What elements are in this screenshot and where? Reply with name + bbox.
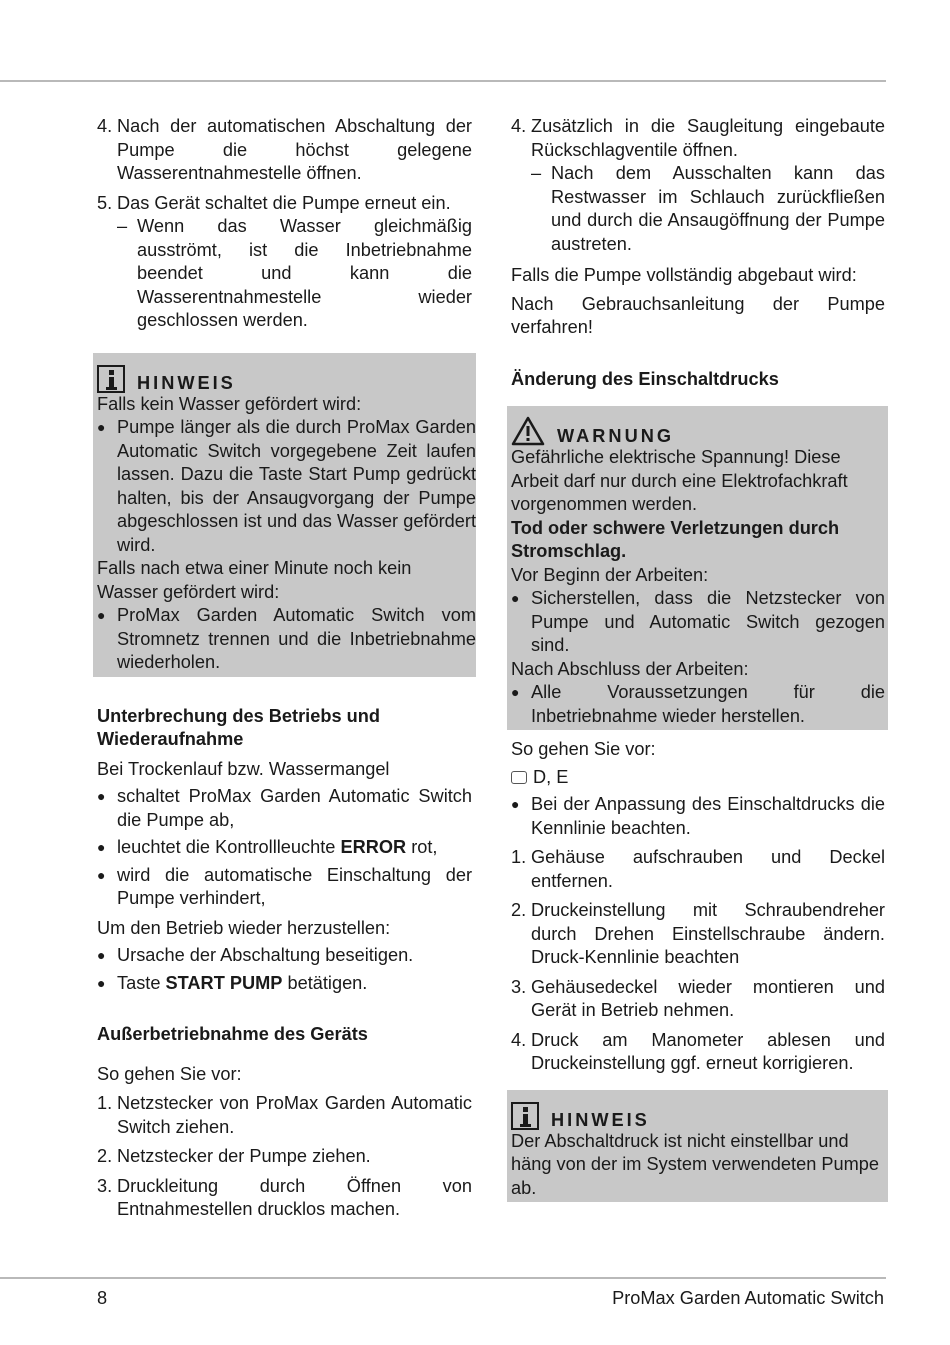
step-number: 3. [97, 1175, 113, 1196]
step-text: Druckeinstellung mit Schraubendreher durch Drehen Einstellschraube ändern. Druck-Kennlinie beachten [531, 900, 885, 967]
dash-marker: – [117, 216, 128, 236]
figure-reference-text: D, E [533, 766, 569, 787]
bullet-item [97, 416, 476, 557]
page-number: 8 [97, 1288, 108, 1308]
hinweis-title: HINWEIS [137, 372, 236, 393]
warning-icon [511, 416, 545, 446]
bullet-marker: ● [97, 788, 106, 804]
bullet-text [117, 972, 472, 996]
step-number: 1. [97, 1093, 113, 1113]
step-item [97, 1145, 472, 1169]
result-subitem [511, 162, 885, 256]
info-icon [97, 365, 125, 393]
bullet-text: Pumpe länger als die durch ProMax Garden Automatic Switch vorgegebene Zeit laufen lassen. Dazu die Taste Start Pump gedrückt halten, bis der Ansaugvorgang der Pumpe abgeschlossen ist und das Wasser gefördert wird. [117, 417, 476, 555]
bullet-text-part: rot, [406, 837, 438, 857]
figure-reference [511, 766, 885, 790]
hinweis-box [93, 353, 476, 677]
bullet-item [511, 793, 885, 840]
step-number: 4. [511, 1029, 527, 1050]
hinweis-header [97, 353, 476, 393]
warnung-title: WARNUNG [557, 426, 674, 446]
step-text: Druck am Manometer ablesen und Druckeinstellung ggf. erneut korrigieren. [531, 1029, 885, 1073]
bullet-marker: ● [97, 947, 106, 963]
step-text: Druckleitung durch Öffnen von Entnahmestellen drucklos machen. [117, 1175, 472, 1219]
bullet-marker: ● [97, 974, 106, 991]
bullet-item [97, 785, 472, 832]
step-text: Das Gerät schaltet die Pumpe erneut ein. [117, 192, 451, 213]
bullet-text-part: leuchtet die Kontrollleuchte [117, 837, 341, 857]
bullet-item [97, 972, 472, 996]
right-column [511, 115, 885, 1202]
step-number: 3. [511, 976, 527, 997]
hinweis-text: Der Abschaltdruck ist nicht einstellbar und häng von der im System verwendeten Pumpe ab. [511, 1130, 879, 1198]
warnung-text: Vor Beginn der Arbeiten: [511, 564, 709, 585]
bullet-item [97, 944, 472, 968]
paragraph: Bei Trockenlauf bzw. Wassermangel [97, 758, 390, 779]
bullet-marker: ● [97, 419, 106, 435]
step-text: Netzstecker von ProMax Garden Automatic Switch ziehen. [117, 1093, 472, 1137]
step-text: Netzstecker der Pumpe ziehen. [117, 1146, 371, 1166]
warnung-text: Nach Abschluss der Arbeiten: [511, 658, 749, 679]
paragraph: So gehen Sie vor: [97, 1063, 242, 1084]
step-text: Zusätzlich in die Saugleitung eingebaute Rückschlagventile öffnen. [531, 116, 885, 160]
step-item [511, 1029, 885, 1076]
bullet-text: Bei der Anpassung des Einschaltdrucks die Kennlinie beachten. [531, 794, 885, 838]
warnung-header [511, 406, 885, 446]
step-item [97, 1092, 472, 1139]
bullet-item [97, 836, 472, 860]
step-item [97, 1175, 472, 1222]
hinweis-box [507, 1090, 888, 1203]
bullet-text: ProMax Garden Automatic Switch vom Stromnetz trennen und die Inbetriebnahme wiederholen. [117, 605, 476, 672]
bullet-marker: ● [97, 607, 106, 623]
step-item [97, 115, 472, 186]
footer-rule [0, 1277, 886, 1279]
hinweis-text: Falls kein Wasser gefördert wird: [97, 393, 362, 414]
bullet-text: Sicherstellen, dass die Netzstecker von Pumpe und Automatic Switch gezogen sind. [531, 588, 885, 655]
step-item [511, 976, 885, 1023]
step-item [97, 192, 472, 216]
bullet-text: schaltet ProMax Garden Automatic Switch die Pumpe ab, [117, 786, 472, 830]
bullet-text-part: Taste [117, 972, 166, 993]
warnung-text: Gefährliche elektrische Spannung! Diese Arbeit darf nur durch eine Elektrofachkraft vorgenommen werden. [511, 447, 848, 514]
step-number: 1. [511, 847, 527, 867]
bullet-marker: ● [97, 866, 106, 883]
section-heading: Änderung des Einschaltdrucks [511, 368, 779, 389]
bullet-marker: ● [511, 796, 520, 812]
bullet-item [511, 587, 885, 658]
step-item [511, 899, 885, 970]
bullet-text: wird die automatische Einschaltung der Pumpe verhindert, [117, 864, 472, 908]
left-column [97, 115, 476, 1222]
start-pump-label: START PUMP [165, 972, 283, 993]
result-text: Wenn das Wasser gleichmäßig ausströmt, ist die Inbetriebnahme beendet und kann die Wasserentnahmestelle wieder geschlossen werden. [137, 216, 472, 330]
section-heading: Unterbrechung des Betriebs und Wiederaufnahme [97, 705, 380, 749]
bullet-marker: ● [511, 590, 520, 606]
hinweis-text: Falls nach etwa einer Minute noch kein Wasser gefördert wird: [97, 558, 412, 602]
section-heading: Außerbetriebnahme des Geräts [97, 1024, 368, 1044]
step-item [511, 846, 885, 893]
error-label: ERROR [340, 837, 407, 857]
dash-marker: – [531, 163, 542, 183]
hinweis-header [511, 1090, 885, 1130]
info-icon [511, 1102, 539, 1130]
step-number: 2. [97, 1146, 113, 1166]
paragraph: Nach Gebrauchsanleitung der Pumpe verfahren! [511, 293, 885, 337]
step-number: 4. [97, 116, 113, 136]
bullet-text: Ursache der Abschaltung beseitigen. [117, 945, 414, 965]
paragraph: Falls die Pumpe vollständig abgebaut wird: [511, 265, 857, 285]
bullet-item [97, 864, 472, 911]
step-text: Gehäuse aufschrauben und Deckel entfernen. [531, 847, 885, 891]
step-number: 2. [511, 900, 527, 920]
result-text: Nach dem Ausschalten kann das Restwasser im Schlauch zurückfließen und durch die Ansaugöffnung der Pumpe austreten. [551, 163, 885, 254]
header-rule [0, 80, 886, 82]
bullet-item [97, 604, 476, 675]
warnung-box [507, 406, 888, 730]
bullet-text-part: betätigen. [282, 972, 368, 993]
bullet-marker: ● [97, 839, 106, 855]
step-number: 4. [511, 116, 527, 136]
bullet-item [511, 681, 885, 728]
bullet-text [117, 836, 472, 860]
figure-icon [511, 771, 527, 784]
step-text: Nach der automatischen Abschaltung der Pumpe die höchst gelegene Wasserentnahmestelle öffnen. [117, 116, 472, 183]
footer-title: ProMax Garden Automatic Switch [612, 1288, 884, 1308]
warnung-bold-text: Tod oder schwere Verletzungen durch Stromschlag. [511, 517, 840, 561]
step-text: Gehäusedeckel wieder montieren und Gerät in Betrieb nehmen. [531, 976, 885, 1020]
hinweis-title: HINWEIS [551, 1109, 650, 1130]
bullet-marker: ● [511, 684, 520, 700]
step-number: 5. [97, 192, 113, 213]
result-subitem [97, 215, 472, 333]
bullet-text: Alle Voraussetzungen für die Inbetriebnahme wieder herstellen. [531, 682, 885, 726]
paragraph: Um den Betrieb wieder herzustellen: [97, 917, 391, 938]
step-item [511, 115, 885, 162]
paragraph: So gehen Sie vor: [511, 739, 656, 759]
